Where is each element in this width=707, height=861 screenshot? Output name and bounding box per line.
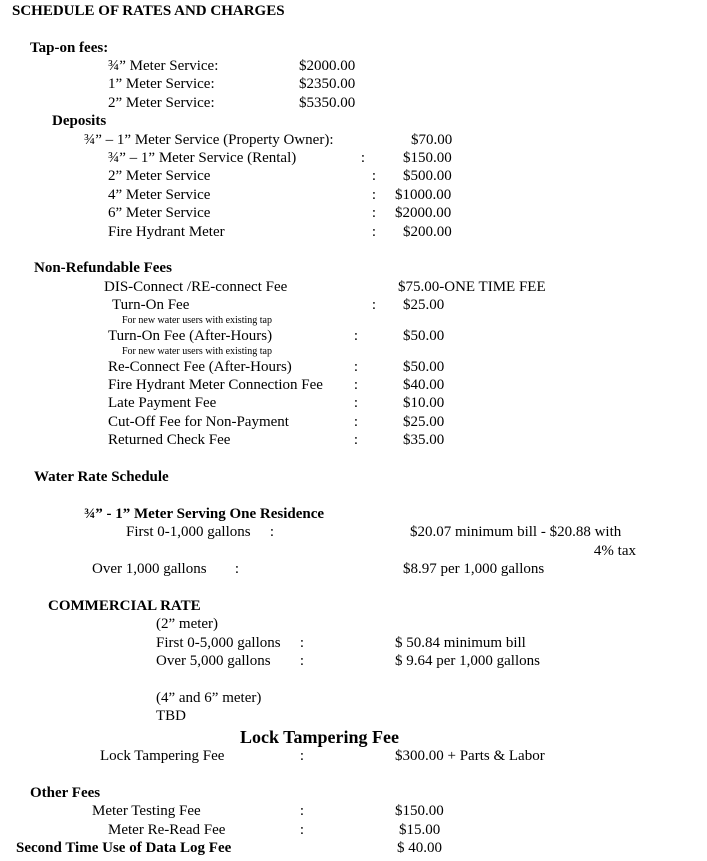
rate-tbd: TBD: [156, 708, 186, 724]
fee-amount: $50.00: [403, 359, 445, 375]
colon-separator: :: [371, 205, 377, 221]
lock-tampering-heading: Lock Tampering Fee: [240, 727, 400, 747]
colon-separator: :: [299, 822, 305, 838]
fee-amount: $ 40.00: [397, 840, 442, 856]
fee-amount: $50.00: [403, 328, 445, 344]
deposit-amount: $2000.00: [395, 205, 452, 221]
fee-label: Second Time Use of Data Log Fee: [16, 840, 232, 856]
fee-amount: $75.00-ONE TIME FEE: [398, 279, 546, 295]
fee-label: DIS-Connect /RE-connect Fee: [104, 279, 288, 295]
rate-amount-tax: 4% tax: [593, 543, 636, 559]
tap-on-amount: $5350.00: [299, 95, 356, 111]
colon-separator: :: [371, 297, 377, 313]
rate-label: Over 5,000 gallons: [156, 653, 271, 669]
deposit-amount: $150.00: [403, 150, 452, 166]
colon-separator: :: [353, 377, 359, 393]
rate-amount: $ 50.84 minimum bill: [395, 635, 526, 651]
residence-heading: ¾” - 1” Meter Serving One Residence: [84, 506, 325, 522]
fee-label: Meter Testing Fee: [92, 803, 201, 819]
fee-amount: $15.00: [399, 822, 441, 838]
rate-label: First 0-5,000 gallons: [156, 635, 281, 651]
deposits-heading: Deposits: [52, 113, 107, 129]
tap-on-label: 2” Meter Service:: [108, 95, 215, 111]
non-refundable-heading: Non-Refundable Fees: [34, 260, 172, 276]
tap-on-label: ¾” Meter Service:: [108, 58, 219, 74]
colon-separator: :: [371, 224, 377, 240]
fee-amount: $10.00: [403, 395, 445, 411]
fee-amount: $300.00 + Parts & Labor: [395, 748, 545, 764]
colon-separator: :: [353, 359, 359, 375]
fee-label: Lock Tampering Fee: [100, 748, 225, 764]
fee-label: Turn-On Fee: [112, 297, 190, 313]
fee-label: Returned Check Fee: [108, 432, 231, 448]
rate-label: First 0-1,000 gallons: [126, 524, 251, 540]
tap-on-amount: $2000.00: [299, 58, 356, 74]
page-title: SCHEDULE OF RATES AND CHARGES: [12, 3, 285, 19]
rate-amount: $ 9.64 per 1,000 gallons: [395, 653, 540, 669]
deposit-label: 2” Meter Service: [108, 168, 211, 184]
colon-separator: :: [299, 748, 305, 764]
meter-size-note: (4” and 6” meter): [156, 690, 262, 706]
tap-on-label: 1” Meter Service:: [108, 76, 215, 92]
rate-amount: $8.97 per 1,000 gallons: [403, 561, 545, 577]
tap-on-amount: $2350.00: [299, 76, 356, 92]
deposit-amount: $1000.00: [395, 187, 452, 203]
fee-note: For new water users with existing tap: [122, 315, 272, 326]
fee-label: Re-Connect Fee (After-Hours): [108, 359, 292, 375]
tap-on-heading: Tap-on fees:: [30, 40, 109, 56]
fee-label: Meter Re-Read Fee: [108, 822, 226, 838]
meter-size-note: (2” meter): [156, 616, 219, 632]
colon-separator: :: [360, 150, 366, 166]
water-rate-heading: Water Rate Schedule: [34, 469, 169, 485]
deposit-amount: $500.00: [403, 168, 452, 184]
fee-amount: $25.00: [403, 297, 445, 313]
fee-amount: $40.00: [403, 377, 445, 393]
fee-amount: $150.00: [395, 803, 444, 819]
colon-separator: :: [269, 524, 275, 540]
deposit-label: 4” Meter Service: [108, 187, 211, 203]
colon-separator: :: [353, 395, 359, 411]
colon-separator: :: [299, 653, 305, 669]
deposit-label: ¾” – 1” Meter Service (Rental): [108, 150, 297, 166]
fee-amount: $35.00: [403, 432, 445, 448]
rate-label: Over 1,000 gallons: [92, 561, 207, 577]
fee-label: Late Payment Fee: [108, 395, 217, 411]
colon-separator: :: [371, 187, 377, 203]
fee-note: For new water users with existing tap: [122, 346, 272, 357]
commercial-heading: COMMERCIAL RATE: [48, 598, 201, 614]
fee-label: Cut-Off Fee for Non-Payment: [108, 414, 289, 430]
colon-separator: :: [353, 328, 359, 344]
deposit-label: 6” Meter Service: [108, 205, 211, 221]
other-fees-heading: Other Fees: [30, 785, 101, 801]
rate-amount: $20.07 minimum bill - $20.88 with: [410, 524, 622, 540]
deposit-label: Fire Hydrant Meter: [108, 224, 225, 240]
colon-separator: :: [299, 803, 305, 819]
colon-separator: :: [234, 561, 240, 577]
colon-separator: :: [299, 635, 305, 651]
colon-separator: :: [353, 414, 359, 430]
fee-label: Turn-On Fee (After-Hours): [108, 328, 273, 344]
deposit-amount: $200.00: [403, 224, 452, 240]
fee-label: Fire Hydrant Meter Connection Fee: [108, 377, 323, 393]
deposit-amount: $70.00: [411, 132, 453, 148]
deposit-label: ¾” – 1” Meter Service (Property Owner):: [84, 132, 334, 148]
fee-amount: $25.00: [403, 414, 445, 430]
colon-separator: :: [371, 168, 377, 184]
colon-separator: :: [353, 432, 359, 448]
